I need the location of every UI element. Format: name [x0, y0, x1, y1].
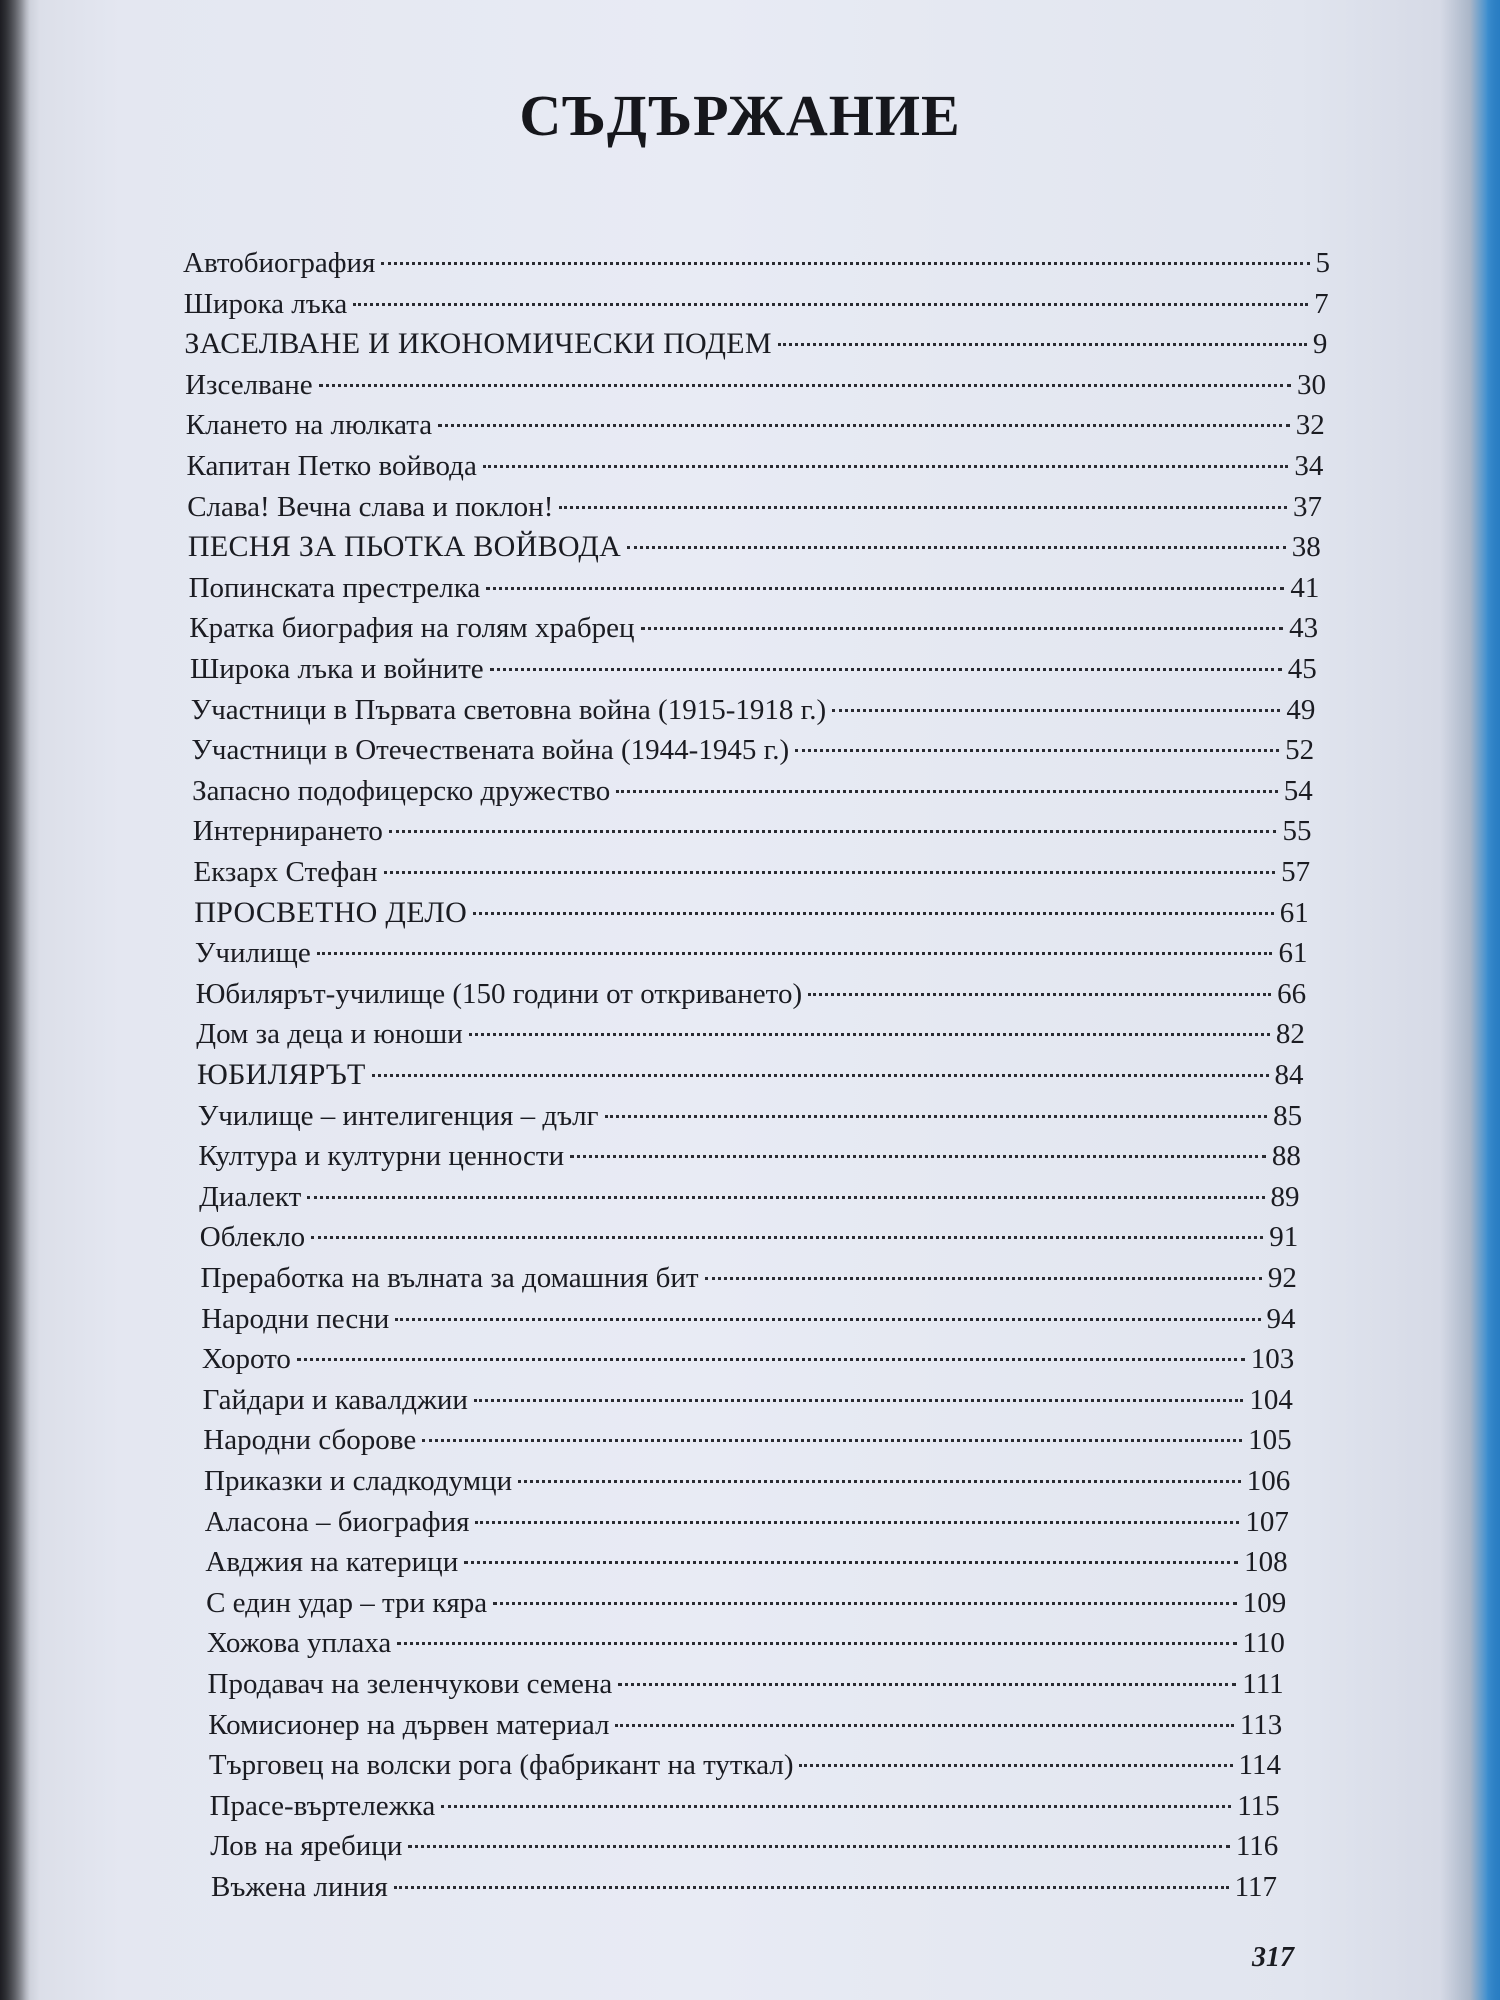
dot-leader [389, 830, 1277, 833]
toc-entry [188, 527, 1321, 567]
dot-leader [627, 546, 1286, 549]
toc-entry-title: Училище [194, 937, 311, 970]
toc-entry [208, 1664, 1284, 1704]
toc-entry-title: Диалект [199, 1180, 302, 1213]
toc-entry-page-number: 115 [1237, 1789, 1280, 1822]
toc-entry [198, 1096, 1302, 1136]
toc-entry-title: Запасно подофицерско дружество [192, 774, 611, 807]
dot-leader [384, 871, 1276, 874]
toc-entry-title: Юбилярът-училище (150 години от откриването) [195, 977, 803, 1010]
toc-entry [194, 852, 1311, 892]
toc-entry [202, 1339, 1294, 1379]
dot-leader [616, 790, 1277, 793]
toc-entry-page-number: 84 [1274, 1059, 1304, 1091]
toc-entry-page-number: 43 [1289, 612, 1319, 645]
toc-entry [184, 284, 1329, 324]
dot-leader [473, 912, 1274, 915]
page-title: СЪДЪРЖАНИЕ [519, 83, 961, 148]
toc-entry [183, 243, 1330, 283]
dot-leader [605, 1115, 1268, 1118]
toc-entry-title: Попинската престрелка [188, 571, 481, 604]
toc-entry-page-number: 66 [1277, 977, 1307, 1010]
toc-entry-title: Въжена линия [211, 1871, 388, 1903]
toc-entry-title: Изселване [185, 368, 313, 401]
toc-entry [185, 365, 1326, 405]
dot-leader [408, 1845, 1230, 1848]
toc-entry-page-number: 37 [1293, 490, 1323, 523]
toc-entry-page-number: 85 [1273, 1099, 1303, 1132]
toc-entry [184, 324, 1327, 364]
toc-entry-title: Широка лъка [183, 287, 348, 320]
toc-entry-page-number: 117 [1234, 1871, 1277, 1903]
toc-entry-page-number: 55 [1282, 815, 1312, 848]
dot-leader [422, 1439, 1242, 1442]
toc-entry-page-number: 61 [1278, 937, 1308, 970]
toc-entry-page-number: 61 [1279, 896, 1309, 929]
toc-entry-title: Комисионер на дървен материал [208, 1708, 610, 1741]
toc-entry [205, 1502, 1289, 1542]
toc-entry-title: Дом за деца и юноши [196, 1018, 463, 1051]
toc-entry-page-number: 5 [1315, 247, 1330, 279]
toc-entry-title: Култура и културни ценности [198, 1140, 565, 1173]
dot-leader [795, 749, 1279, 752]
toc-entry-page-number: 104 [1249, 1383, 1293, 1416]
toc-entry [208, 1705, 1282, 1745]
toc-entry-page-number: 34 [1294, 450, 1324, 482]
toc-entry-page-number: 32 [1295, 409, 1325, 442]
toc-entry-title: Прасе-въртележка [209, 1789, 436, 1822]
dot-leader [474, 1399, 1243, 1402]
toc-entry [204, 1461, 1290, 1501]
toc-entry-title: ПРОСВЕТНО ДЕЛО [194, 895, 468, 929]
toc-entry-page-number: 103 [1250, 1343, 1295, 1376]
toc-entry [192, 771, 1313, 811]
toc-entry-page-number: 109 [1242, 1586, 1287, 1619]
toc-entry-page-number: 111 [1242, 1668, 1284, 1700]
dot-leader [353, 303, 1308, 306]
toc-entry [203, 1380, 1293, 1420]
toc-entry [207, 1623, 1285, 1663]
toc-entry-title: Интернирането [192, 815, 383, 848]
toc-entry-title: Облекло [199, 1221, 306, 1254]
toc-entry-title: Клането на люлката [185, 409, 433, 442]
toc-entry-page-number: 7 [1314, 287, 1329, 320]
toc-entry-title: Аласона – биография [204, 1505, 470, 1538]
toc-entry-page-number: 57 [1281, 856, 1311, 888]
toc-entry-page-number: 82 [1275, 1018, 1305, 1051]
toc-entry-title: Капитан Петко войвода [186, 450, 477, 482]
toc-entry-page-number: 88 [1271, 1140, 1301, 1173]
toc-entry-page-number: 116 [1235, 1830, 1279, 1863]
dot-leader [799, 1764, 1232, 1767]
toc-entry [190, 649, 1317, 689]
dot-leader [319, 384, 1291, 387]
dot-leader [615, 1724, 1233, 1727]
dot-leader [490, 668, 1282, 671]
toc-entry-title: ЗАСЕЛВАНЕ И ИКОНОМИЧЕСКИ ПОДЕМ [184, 327, 772, 361]
toc-entry [189, 568, 1320, 608]
toc-entry-title: Авджия на катерици [205, 1546, 459, 1579]
toc-entry-title: ЮБИЛЯРЪТ [197, 1058, 366, 1091]
toc-entry [187, 446, 1324, 486]
dot-leader [317, 952, 1273, 955]
toc-entry [209, 1745, 1281, 1785]
toc-entry-page-number: 106 [1246, 1465, 1291, 1497]
toc-entry [210, 1826, 1278, 1866]
toc-entry [191, 690, 1316, 730]
toc-entry [187, 487, 1322, 527]
toc-entry [201, 1299, 1295, 1339]
toc-entry-page-number: 49 [1286, 693, 1316, 726]
toc-entry-page-number: 113 [1239, 1708, 1283, 1741]
dot-leader [808, 993, 1271, 996]
toc-entry [203, 1420, 1291, 1460]
toc-entry-title: ПЕСНЯ ЗА ПЬОТКА ВОЙВОДА [187, 530, 622, 564]
dot-leader [381, 262, 1309, 265]
toc-entry-page-number: 114 [1238, 1749, 1281, 1782]
dot-leader [486, 587, 1284, 590]
toc-entry-title: Лов на яребици [210, 1830, 403, 1863]
toc-entry [186, 405, 1325, 445]
toc-entry-title: Хожова уплаха [206, 1627, 392, 1660]
toc-entry-page-number: 30 [1297, 368, 1327, 401]
toc-entry [194, 893, 1309, 933]
toc-entry-title: Кратка биография на голям храбрец [189, 612, 635, 645]
toc-entry [191, 730, 1314, 770]
dot-leader [397, 1642, 1236, 1645]
page-number: 317 [1252, 1942, 1294, 1973]
dot-leader [372, 1074, 1269, 1077]
toc-entry-title: Слава! Вечна слава и поклон! [187, 490, 554, 523]
dot-leader [518, 1480, 1241, 1483]
dot-leader [641, 627, 1284, 630]
dot-leader [307, 1196, 1264, 1199]
toc-entry [200, 1217, 1298, 1257]
toc-entry-title: Гайдари и кавалджии [202, 1383, 468, 1416]
toc-entry-title: Широка лъка и войните [190, 653, 484, 685]
toc-entry-page-number: 91 [1269, 1221, 1299, 1254]
toc-entry [198, 1136, 1300, 1176]
toc-entry-title: Училище – интелигенция – дълг [197, 1099, 599, 1132]
toc-entry-title: Участници в Отечествената война (1944-1945 г.) [191, 734, 790, 767]
toc-entry-page-number: 107 [1245, 1505, 1289, 1538]
toc-entry-page-number: 52 [1285, 734, 1315, 767]
toc-entry-page-number: 41 [1290, 571, 1320, 604]
toc-entry-page-number: 92 [1267, 1262, 1297, 1294]
toc-entry [189, 608, 1318, 648]
toc-entry-title: Търговец на волски рога (фабрикант на туткал) [208, 1749, 794, 1782]
toc-entry [206, 1583, 1286, 1623]
toc-entry-title: Участници в Първата световна война (1915-1918 г.) [190, 693, 827, 726]
toc-entry [197, 1055, 1304, 1095]
toc-entry-title: Продавач на зеленчукови семена [207, 1668, 613, 1700]
dot-leader [311, 1236, 1263, 1239]
toc-entry-title: Преработка на вълната за домашния бит [200, 1262, 699, 1294]
toc-entry-title: Екзарх Стефан [193, 856, 378, 888]
dot-leader [464, 1561, 1238, 1564]
toc-entry-title: Приказки и сладкодумци [204, 1465, 513, 1497]
dot-leader [705, 1277, 1262, 1280]
dot-leader [438, 424, 1290, 427]
toc-entry-title: Народни песни [201, 1302, 390, 1335]
dot-leader [395, 1318, 1260, 1321]
dot-leader [475, 1521, 1239, 1524]
toc-entry-title: Народни сборове [203, 1424, 417, 1457]
toc-entry [196, 974, 1307, 1014]
toc-entry [196, 1014, 1305, 1054]
toc-entry [205, 1542, 1287, 1582]
dot-leader [297, 1358, 1245, 1361]
toc-entry [210, 1786, 1280, 1826]
dot-leader [618, 1683, 1236, 1686]
toc-entry-page-number: 108 [1244, 1546, 1288, 1579]
dot-leader [832, 709, 1280, 712]
dot-leader [394, 1886, 1229, 1889]
toc-entry-page-number: 94 [1266, 1302, 1296, 1335]
toc-entry-title: Автобиография [183, 247, 376, 279]
toc-entry [195, 933, 1308, 973]
dot-leader [441, 1805, 1231, 1808]
toc-entry-page-number: 110 [1242, 1627, 1285, 1660]
toc-entry [201, 1258, 1297, 1298]
dot-leader [559, 506, 1287, 509]
dot-leader [493, 1602, 1237, 1605]
toc-entry-page-number: 9 [1312, 328, 1328, 361]
toc-entry [193, 811, 1312, 851]
toc-entry-title: Хорото [201, 1343, 291, 1376]
dot-leader [570, 1155, 1266, 1158]
dot-leader [469, 1033, 1270, 1036]
toc-entry-page-number: 54 [1283, 774, 1313, 807]
toc-entry-page-number: 38 [1291, 531, 1321, 564]
toc-entry-page-number: 105 [1248, 1424, 1292, 1457]
toc-entry-title: С един удар – три кяра [206, 1586, 488, 1619]
toc-entry-page-number: 89 [1270, 1180, 1300, 1213]
dot-leader [483, 465, 1289, 468]
toc-entry [211, 1867, 1277, 1907]
toc-entry-page-number: 45 [1287, 653, 1317, 685]
dot-leader [778, 343, 1307, 346]
toc-entry [199, 1177, 1299, 1217]
